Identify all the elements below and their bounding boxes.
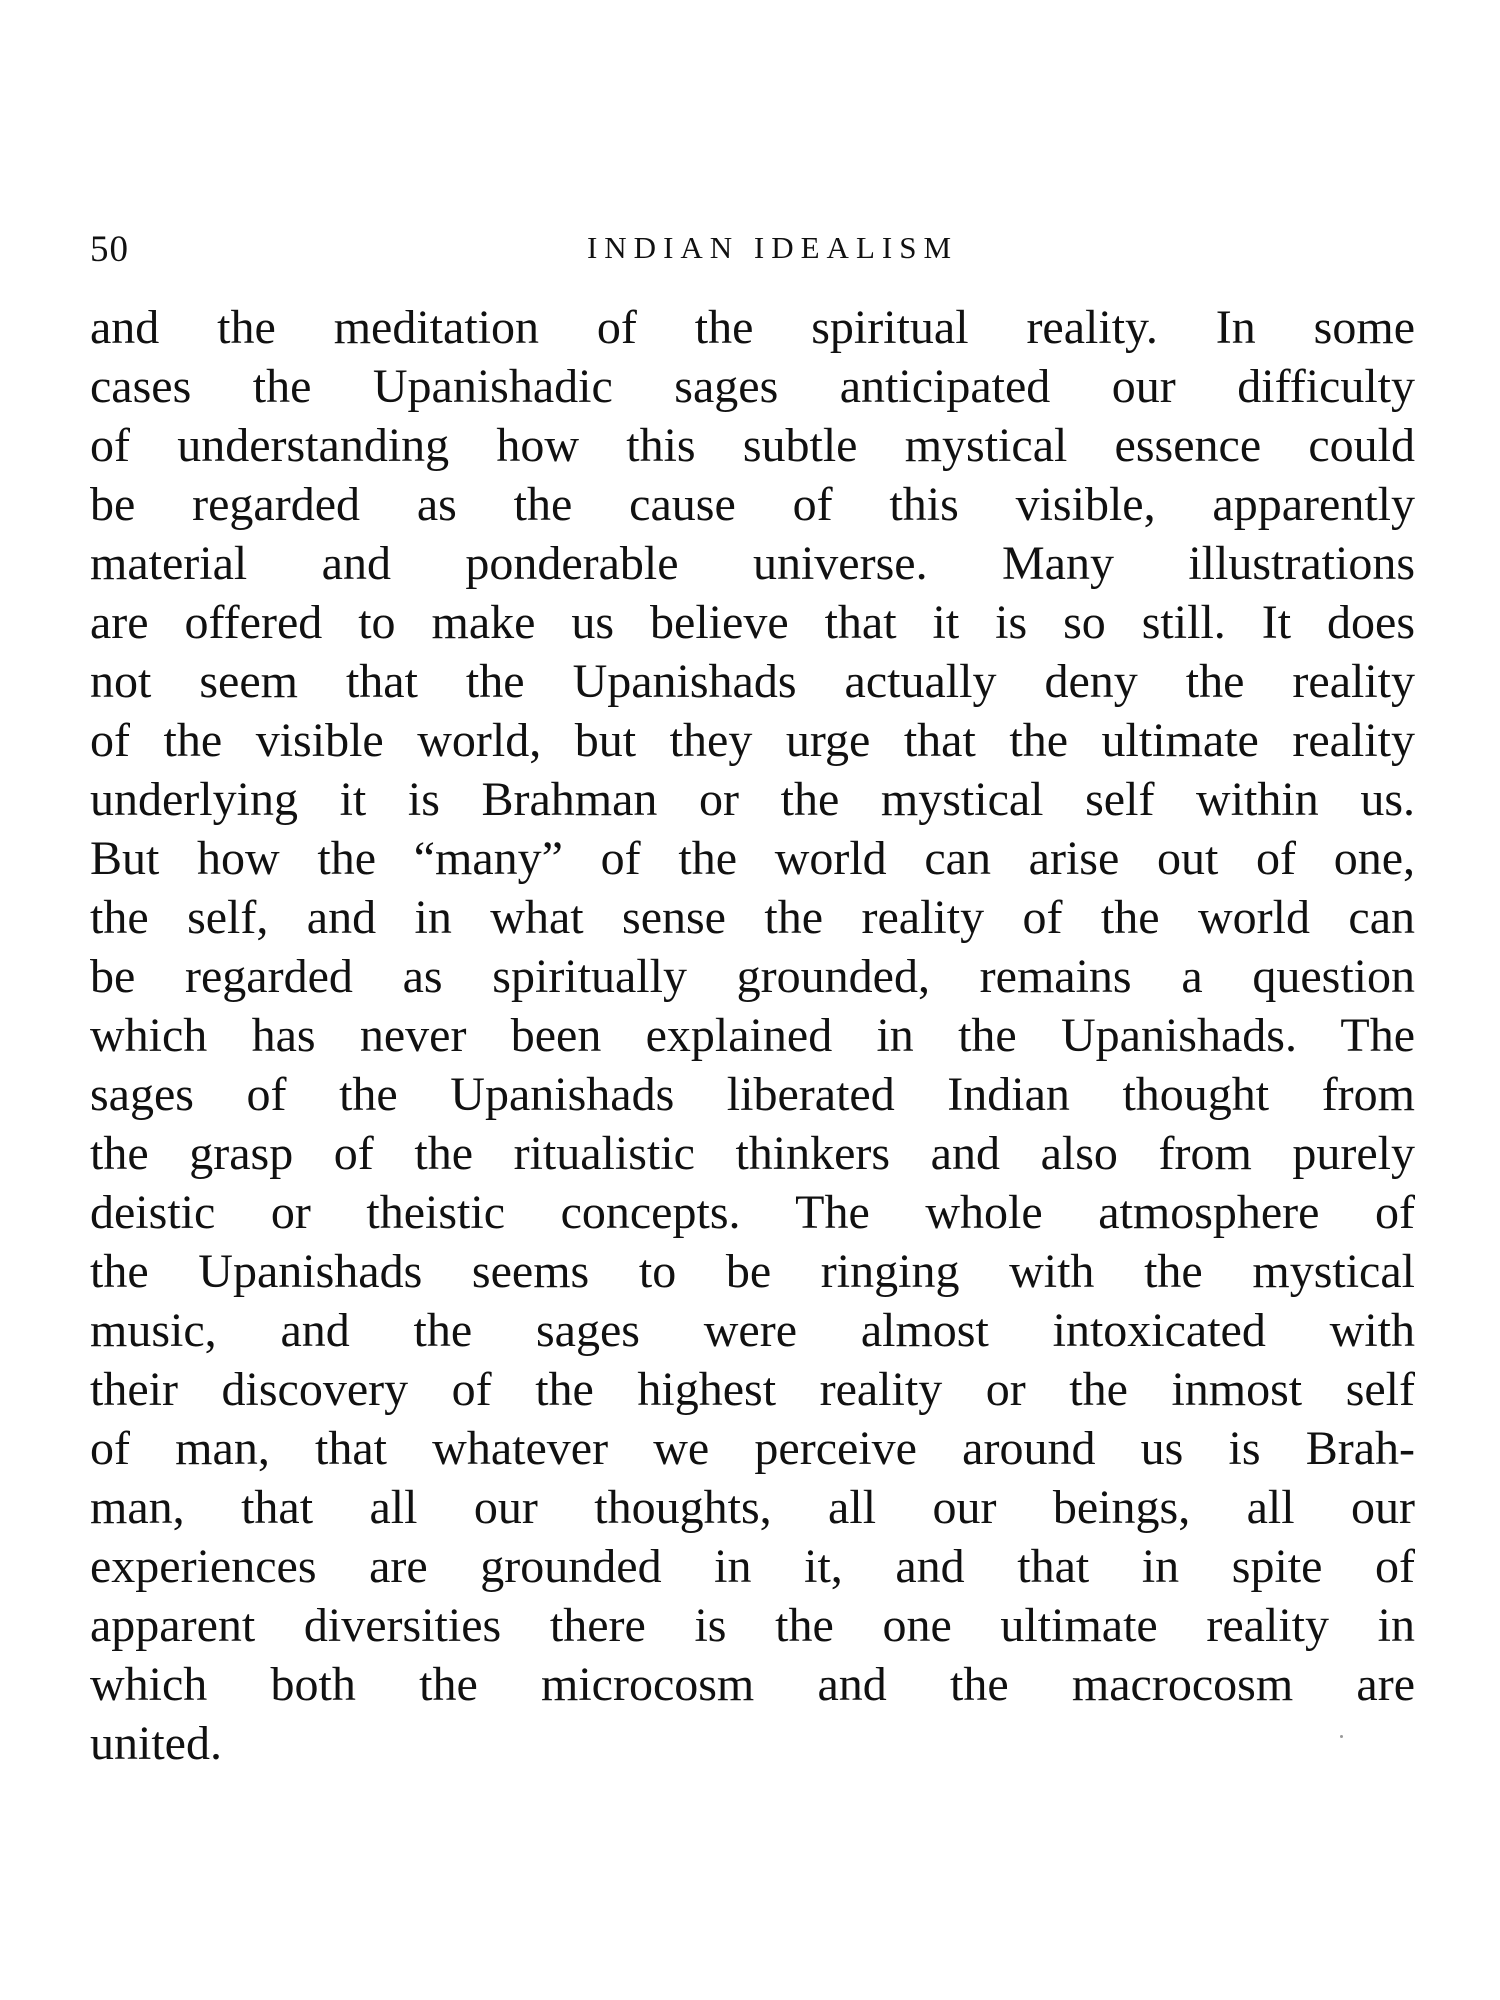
- text-line: sages of the Upanishads liberated Indian thought from: [90, 1068, 1415, 1121]
- text-line-final: united.: [90, 1717, 222, 1770]
- text-line: are offered to make us believe that it is so still. It does: [90, 596, 1415, 649]
- text-line: music, and the sages were almost intoxicated with: [90, 1304, 1415, 1357]
- text-line: deistic or theistic concepts. The whole atmosphere of: [90, 1186, 1415, 1239]
- text-line: the Upanishads seems to be ringing with the mystical: [90, 1245, 1415, 1298]
- text-line: underlying it is Brahman or the mystical self within us.: [90, 773, 1415, 826]
- text-line: of man, that whatever we perceive around us is Brah-: [90, 1422, 1415, 1475]
- text-line: the grasp of the ritualistic thinkers and also from purely: [90, 1127, 1415, 1180]
- text-line: which both the microcosm and the macrocosm are: [90, 1658, 1415, 1711]
- text-line: not seem that the Upanishads actually deny the reality: [90, 655, 1415, 708]
- text-line: and the meditation of the spiritual reality. In some: [90, 301, 1415, 354]
- running-title: INDIAN IDEALISM: [586, 230, 959, 265]
- paper-speck: [1340, 1735, 1343, 1738]
- text-line: of the visible world, but they urge that the ultimate reality: [90, 714, 1415, 767]
- text-line: the self, and in what sense the reality of the world can: [90, 891, 1415, 944]
- text-line: But how the “many” of the world can arise out of one,: [90, 832, 1415, 885]
- body-paragraph: [90, 298, 1415, 1773]
- text-line: apparent diversities there is the one ultimate reality in: [90, 1599, 1415, 1652]
- text-line: cases the Upanishadic sages anticipated our difficulty: [90, 360, 1415, 413]
- text-line: be regarded as spiritually grounded, remains a question: [90, 950, 1415, 1003]
- text-line: man, that all our thoughts, all our beings, all our: [90, 1481, 1415, 1534]
- text-line: which has never been explained in the Upanishads. The: [90, 1009, 1415, 1062]
- page-number: 50: [90, 229, 129, 270]
- text-line: their discovery of the highest reality or the inmost self: [90, 1363, 1415, 1416]
- running-head: [90, 228, 1415, 278]
- text-line: of understanding how this subtle mystical essence could: [90, 419, 1415, 472]
- text-line: experiences are grounded in it, and that in spite of: [90, 1540, 1415, 1593]
- text-line: be regarded as the cause of this visible, apparently: [90, 478, 1415, 531]
- text-line: material and ponderable universe. Many illustrations: [90, 537, 1415, 590]
